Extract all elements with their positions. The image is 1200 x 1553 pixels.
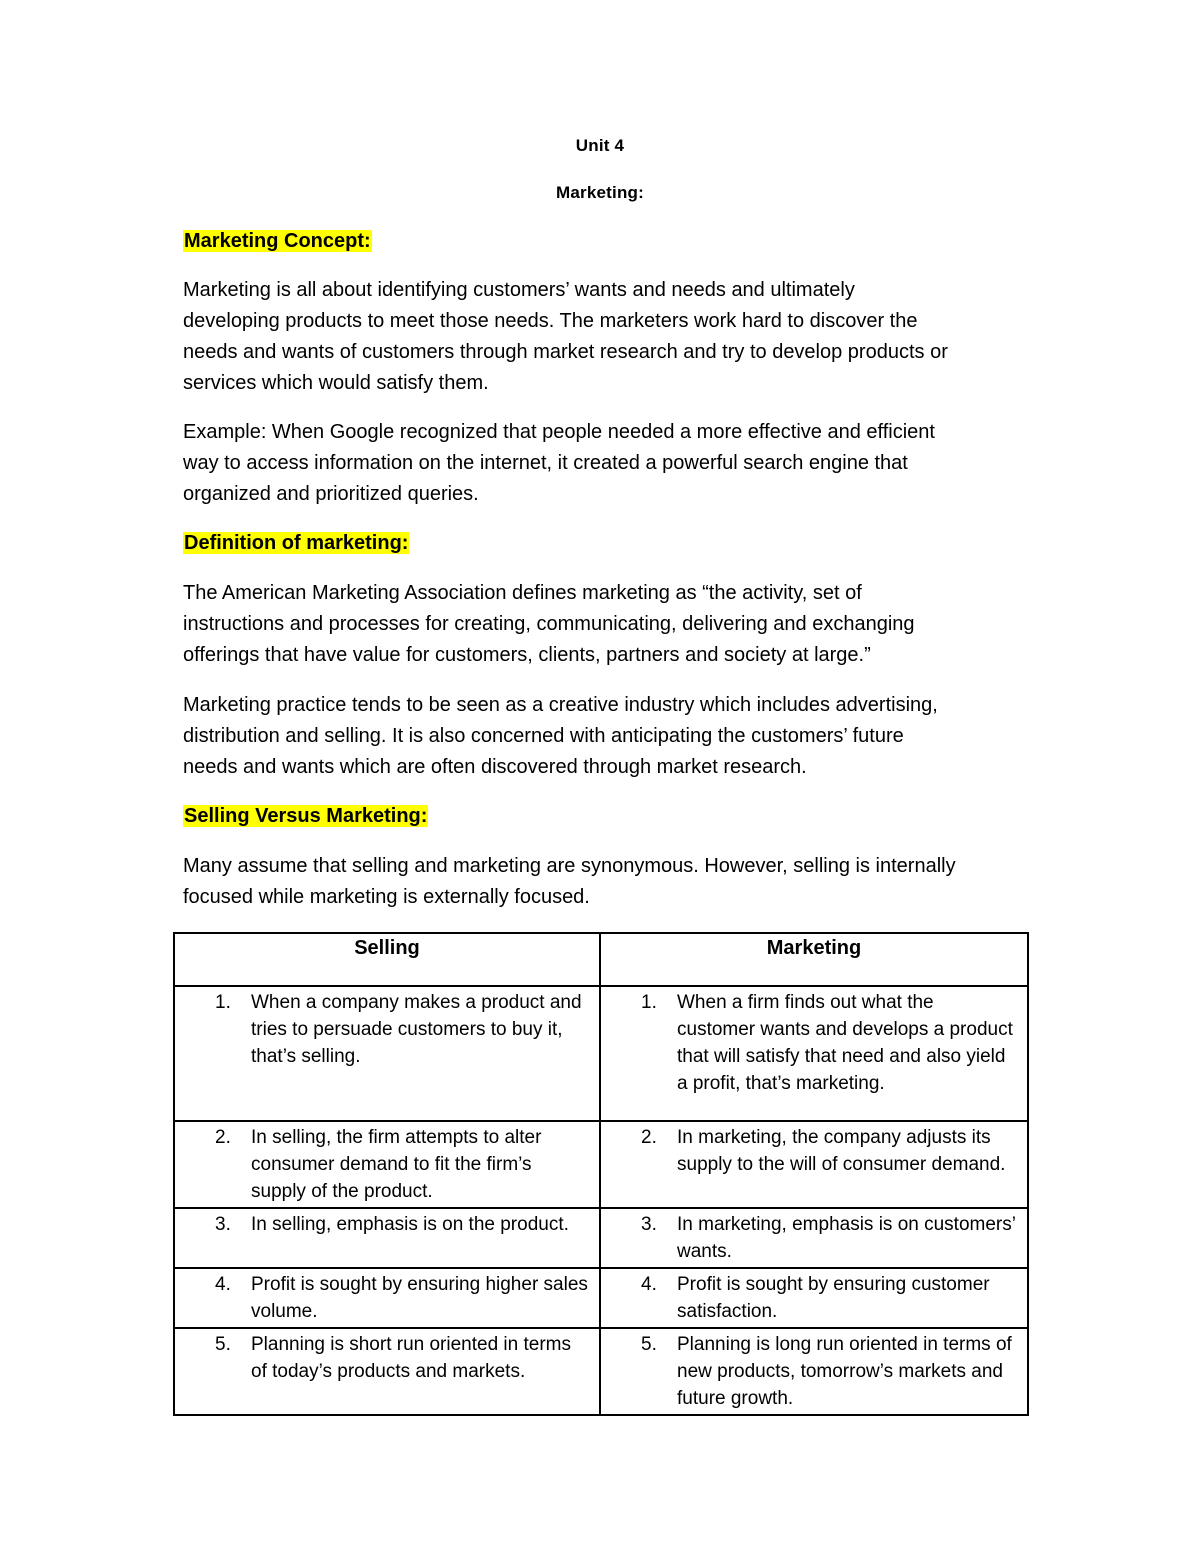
table-cell-marketing bbox=[600, 1328, 1028, 1415]
section-heading-selling-vs-marketing bbox=[183, 803, 428, 829]
cell-text: In selling, the firm attempts to alter consumer demand to fit the firm’s supply of the product. bbox=[251, 1127, 542, 1202]
unit-title: Unit 4 bbox=[575, 136, 625, 155]
item-number: 2. bbox=[641, 1127, 657, 1148]
table-row bbox=[174, 1208, 1028, 1268]
table-cell-marketing bbox=[600, 1268, 1028, 1328]
cell-text: When a company makes a product and tries to persuade customers to buy it, that’s selling. bbox=[251, 992, 582, 1067]
cell-text: In marketing, emphasis is on customers’ wants. bbox=[677, 1214, 1016, 1262]
item-number: 5. bbox=[641, 1334, 657, 1355]
item-number: 3. bbox=[641, 1214, 657, 1235]
definition-paragraph bbox=[183, 578, 1023, 671]
table-cell-marketing bbox=[600, 986, 1028, 1121]
concept-paragraph bbox=[183, 275, 1023, 399]
cell-text: Planning is short run oriented in terms of today’s products and markets. bbox=[251, 1334, 571, 1382]
item-number: 2. bbox=[215, 1127, 231, 1148]
paragraph-line: needs and wants which are often discovered through market research. bbox=[183, 756, 807, 778]
cell-text: Profit is sought by ensuring higher sales volume. bbox=[251, 1274, 588, 1322]
cell-text: When a firm finds out what the customer wants and develops a product that will satisfy that need and also yield a profit, that’s marketing. bbox=[677, 992, 1013, 1094]
paragraph-line: offerings that have value for customers, clients, partners and society at large.” bbox=[183, 644, 871, 666]
item-number: 4. bbox=[215, 1274, 231, 1295]
paragraph-line: way to access information on the internet, it created a powerful search engine that bbox=[183, 452, 908, 474]
heading-highlight: Definition of marketing: bbox=[184, 532, 409, 554]
paragraph-line: Example: When Google recognized that people needed a more effective and efficient bbox=[183, 421, 935, 443]
table-row bbox=[174, 1121, 1028, 1208]
paragraph-line: developing products to meet those needs. The marketers work hard to discover the bbox=[183, 310, 918, 332]
column-header-marketing: Marketing bbox=[600, 933, 1028, 986]
table-cell-marketing bbox=[600, 1208, 1028, 1268]
section-heading-definition bbox=[183, 530, 409, 556]
table-cell-selling bbox=[174, 1328, 600, 1415]
item-number: 1. bbox=[215, 992, 231, 1013]
table-cell-selling bbox=[174, 1121, 600, 1208]
example-paragraph bbox=[183, 417, 1023, 510]
cell-text: Planning is long run oriented in terms of new products, tomorrow’s markets and future growth. bbox=[677, 1334, 1012, 1409]
selling-vs-marketing-paragraph bbox=[183, 851, 1023, 913]
table-cell-selling bbox=[174, 986, 600, 1121]
table-row bbox=[174, 1328, 1028, 1415]
paragraph-line: Marketing is all about identifying customers’ wants and needs and ultimately bbox=[183, 279, 855, 301]
paragraph-line: services which would satisfy them. bbox=[183, 372, 489, 394]
table-cell-selling bbox=[174, 1268, 600, 1328]
paragraph-line: needs and wants of customers through market research and try to develop products or bbox=[183, 341, 948, 363]
table-header-row bbox=[174, 933, 1028, 986]
heading-highlight: Selling Versus Marketing: bbox=[184, 805, 428, 827]
paragraph-line: Many assume that selling and marketing are synonymous. However, selling is internally bbox=[183, 855, 956, 877]
heading-highlight: Marketing Concept: bbox=[184, 230, 371, 252]
selling-vs-marketing-table bbox=[173, 932, 1029, 1416]
subject-title: Marketing: bbox=[556, 183, 644, 202]
paragraph-line: Marketing practice tends to be seen as a creative industry which includes advertising, bbox=[183, 694, 938, 716]
table-row bbox=[174, 986, 1028, 1121]
paragraph-line: distribution and selling. It is also concerned with anticipating the customers’ future bbox=[183, 725, 904, 747]
cell-text: In selling, emphasis is on the product. bbox=[251, 1214, 569, 1235]
item-number: 5. bbox=[215, 1334, 231, 1355]
item-number: 4. bbox=[641, 1274, 657, 1295]
paragraph-line: organized and prioritized queries. bbox=[183, 483, 479, 505]
cell-text: In marketing, the company adjusts its supply to the will of consumer demand. bbox=[677, 1127, 1006, 1175]
table-row bbox=[174, 1268, 1028, 1328]
paragraph-line: The American Marketing Association defines marketing as “the activity, set of bbox=[183, 582, 862, 604]
paragraph-line: focused while marketing is externally focused. bbox=[183, 886, 590, 908]
column-header-selling: Selling bbox=[174, 933, 600, 986]
section-heading-concept bbox=[183, 228, 372, 254]
item-number: 1. bbox=[641, 992, 657, 1013]
paragraph-line: instructions and processes for creating, communicating, delivering and exchanging bbox=[183, 613, 915, 635]
table-cell-selling bbox=[174, 1208, 600, 1268]
cell-text: Profit is sought by ensuring customer satisfaction. bbox=[677, 1274, 990, 1322]
table-cell-marketing bbox=[600, 1121, 1028, 1208]
item-number: 3. bbox=[215, 1214, 231, 1235]
practice-paragraph bbox=[183, 690, 1023, 783]
